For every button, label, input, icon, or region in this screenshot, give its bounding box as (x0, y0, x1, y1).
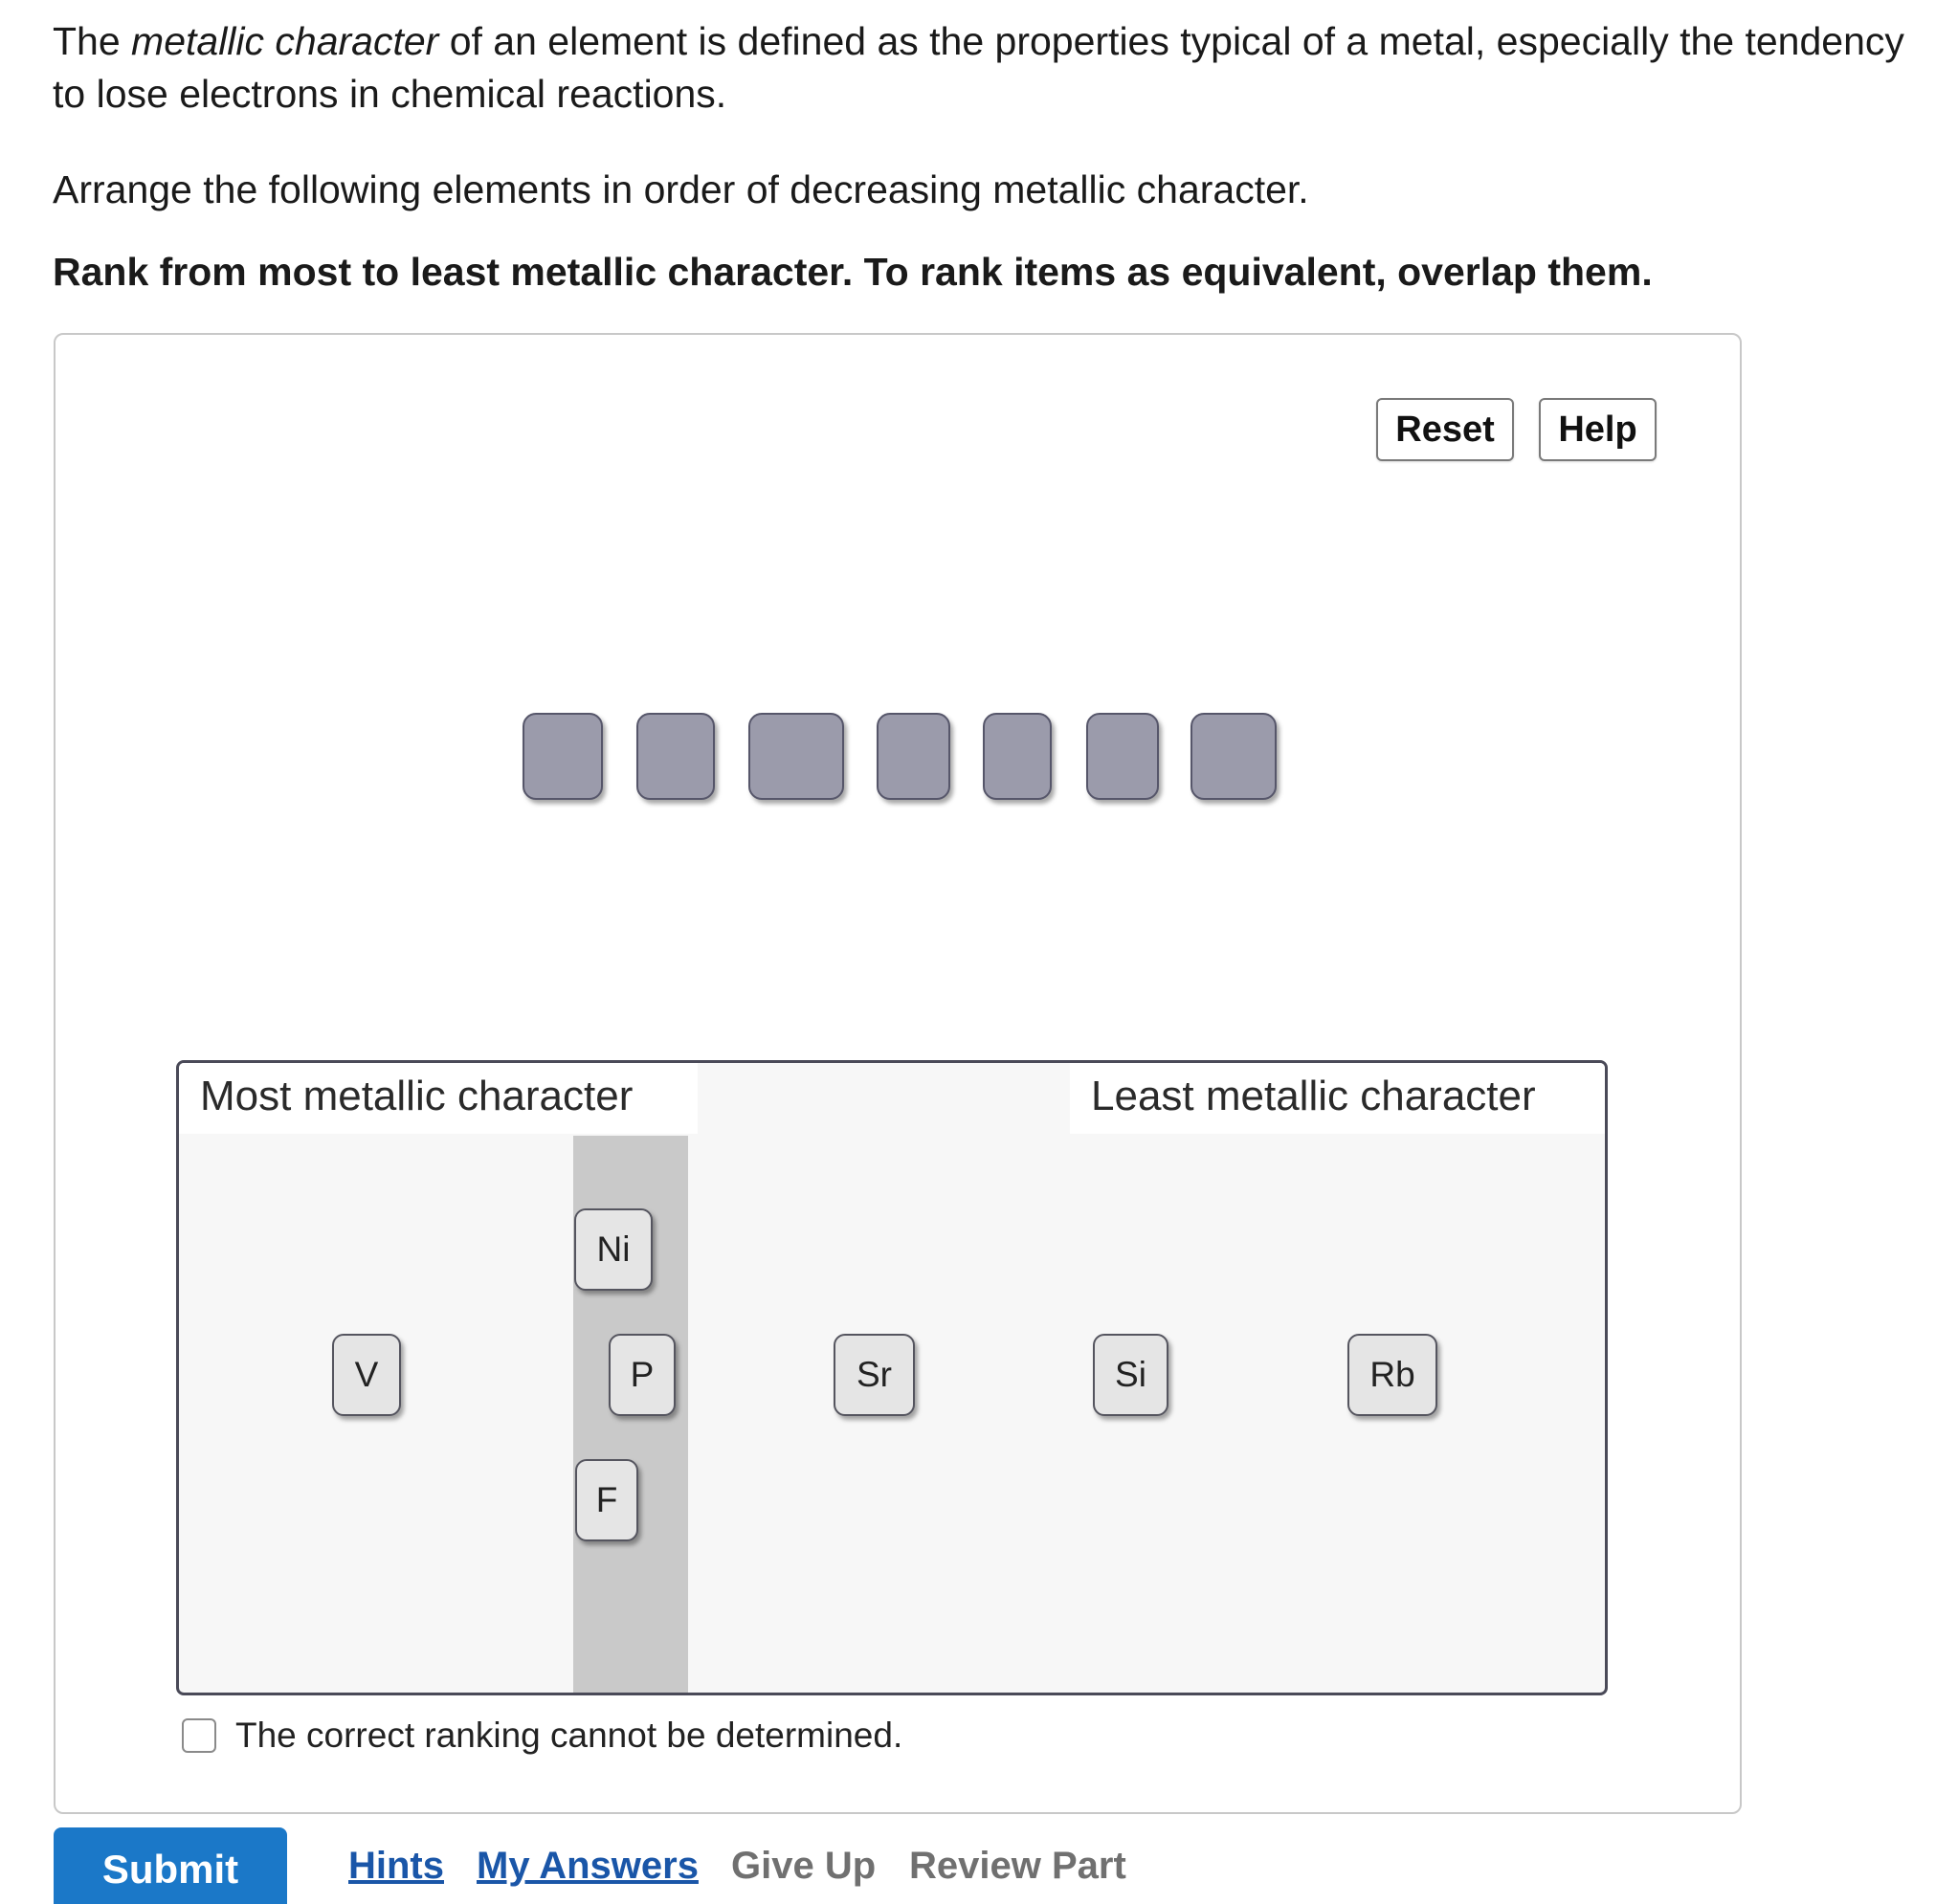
answer-slot-2[interactable] (636, 713, 715, 800)
my-answers-link[interactable]: My Answers (477, 1845, 699, 1887)
ranking-area[interactable] (176, 1060, 1608, 1695)
answer-slot-6[interactable] (1086, 713, 1159, 800)
cannot-determine-row (182, 1716, 902, 1756)
cannot-determine-label: The correct ranking cannot be determined. (235, 1716, 903, 1755)
submit-button[interactable]: Submit (54, 1827, 287, 1904)
tile-ni[interactable]: Ni (574, 1208, 653, 1291)
intro-before: The (53, 19, 132, 63)
answer-slot-3[interactable] (748, 713, 844, 800)
ranking-widget (54, 333, 1742, 1814)
give-up-link: Give Up (731, 1845, 877, 1887)
rank-rule: Rank from most to least metallic character. To rank items as equivalent, overlap them. (53, 250, 1653, 294)
intro-term: metallic character (131, 19, 439, 63)
tile-p[interactable]: P (609, 1334, 676, 1416)
hints-link[interactable]: Hints (348, 1845, 444, 1887)
reset-button[interactable]: Reset (1376, 398, 1514, 461)
intro-after: of an element is defined as the properties typical of a metal, especially the tendency to lose electrons in chemical reactions. (53, 19, 1904, 116)
tile-v[interactable]: V (332, 1334, 401, 1416)
answer-slot-5[interactable] (983, 713, 1052, 800)
cannot-determine-checkbox[interactable] (182, 1718, 216, 1753)
tile-f[interactable]: F (575, 1459, 638, 1541)
action-bar (54, 1827, 287, 1892)
tile-sr[interactable]: Sr (834, 1334, 915, 1416)
question-intro (53, 15, 1928, 121)
help-button[interactable]: Help (1539, 398, 1657, 461)
tile-si[interactable]: Si (1093, 1334, 1168, 1416)
most-metallic-label: Most metallic character (179, 1063, 698, 1134)
review-part-link: Review Part (909, 1845, 1126, 1887)
answer-slot-4[interactable] (877, 713, 950, 800)
least-metallic-label: Least metallic character (1070, 1063, 1606, 1134)
question-instruction: Arrange the following elements in order of decreasing metallic character. (53, 167, 1309, 211)
tile-rb[interactable]: Rb (1347, 1334, 1437, 1416)
answer-slot-7[interactable] (1190, 713, 1277, 800)
answer-slot-1[interactable] (523, 713, 603, 800)
